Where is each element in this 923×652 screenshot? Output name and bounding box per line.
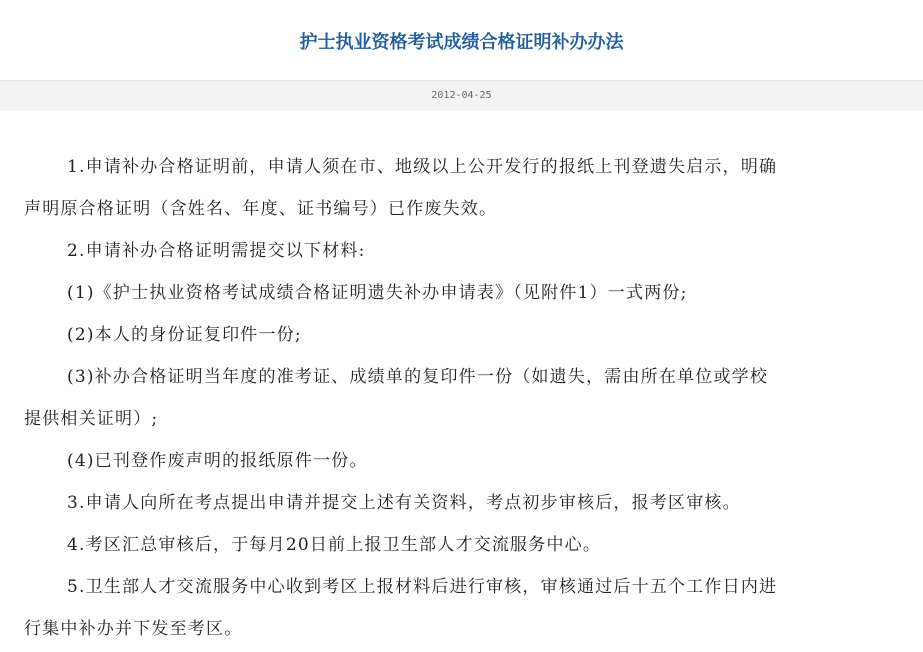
paragraph-line: (1)《护士执业资格考试成绩合格证明遗失补办申请表》（见附件1）一式两份;	[67, 283, 688, 303]
paragraph-line: 声明原合格证明（含姓名、年度、证书编号）已作废失效。	[24, 199, 498, 219]
paragraph-line: (4)已刊登作废声明的报纸原件一份。	[67, 451, 368, 471]
article-header	[0, 0, 923, 80]
paragraph-line: 5.卫生部人才交流服务中心收到考区上报材料后进行审核，审核通过后十五个工作日内进	[67, 577, 778, 597]
publish-date: 2012-04-25	[431, 90, 492, 101]
paragraph-line: 提供相关证明）;	[24, 409, 159, 429]
paragraph-line: (3)补办合格证明当年度的准考证、成绩单的复印件一份（如遗失，需由所在单位或学校	[67, 367, 769, 387]
paragraph-line: 3.申请人向所在考点提出申请并提交上述有关资料，考点初步审核后，报考区审核。	[67, 493, 741, 513]
paragraph-line: 4.考区汇总审核后，于每月20日前上报卫生部人才交流服务中心。	[67, 535, 602, 555]
article-body	[24, 146, 899, 650]
paragraph-line: (2)本人的身份证复印件一份;	[67, 325, 302, 345]
paragraph-line: 行集中补办并下发至考区。	[24, 619, 243, 639]
article-title: 护士执业资格考试成绩合格证明补办办法	[299, 32, 624, 53]
paragraph-line: 1.申请补办合格证明前，申请人须在市、地级以上公开发行的报纸上刊登遗失启示，明确	[67, 157, 778, 177]
date-bar	[0, 80, 923, 111]
paragraph-line: 2.申请补办合格证明需提交以下材料:	[67, 241, 366, 261]
